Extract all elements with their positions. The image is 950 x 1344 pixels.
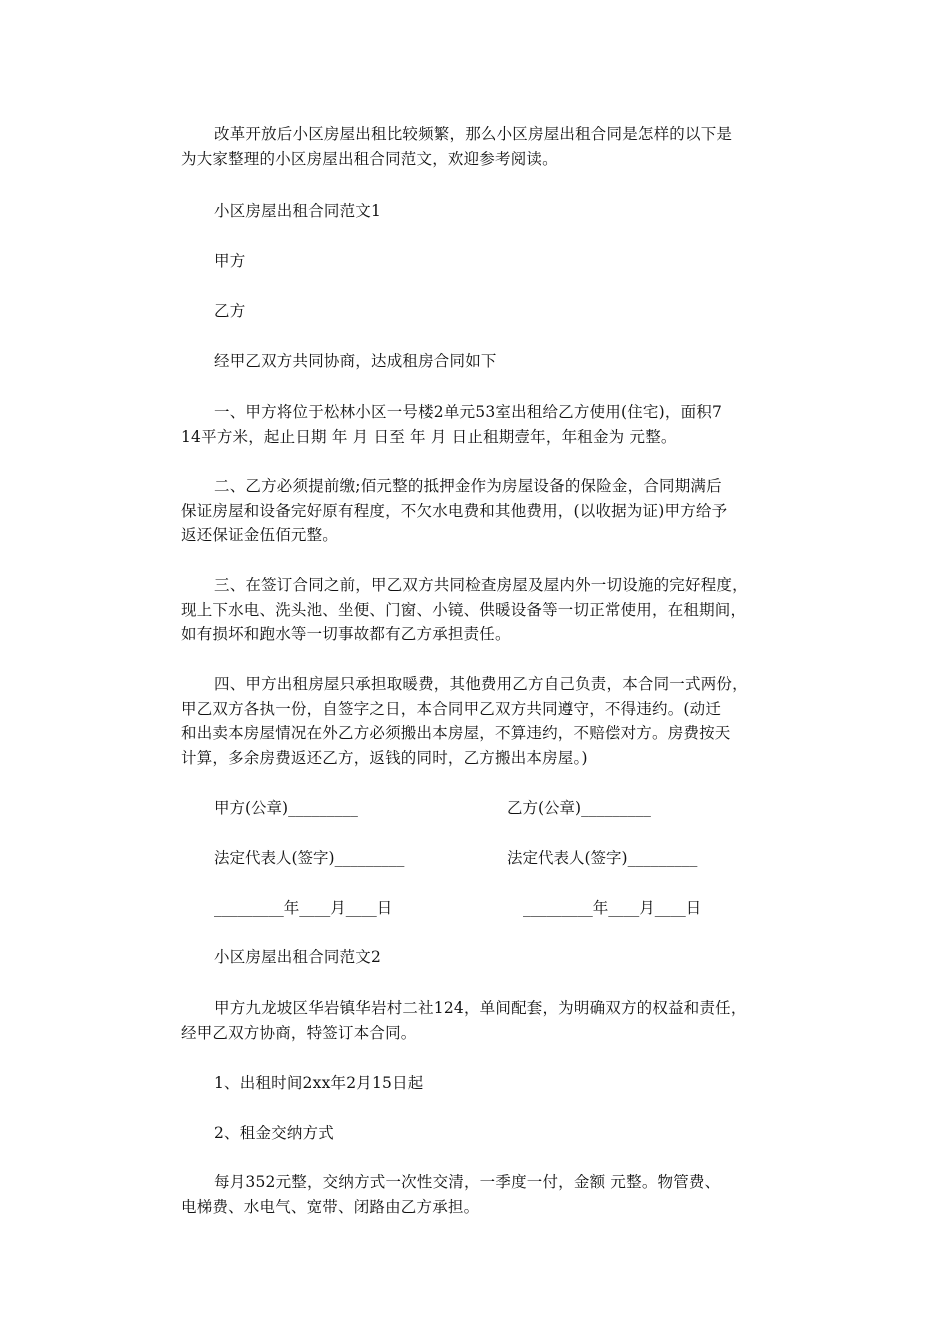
party-a-seal-line: 甲方(公章)_________ — [214, 799, 358, 817]
party-a-representative-line: 法定代表人(签字)_________ — [214, 849, 405, 867]
text-line: 改革开放后小区房屋出租比较频繁，那么小区房屋出租合同是怎样的以下是 — [214, 125, 733, 143]
party-b-text: 乙方 — [214, 302, 246, 320]
section2-item-2 — [181, 1121, 781, 1146]
text-line: 返还保证金伍佰元整。 — [181, 526, 339, 544]
text-line: 三、在签订合同之前，甲乙双方共同检查房屋及屋内外一切设施的完好程度， — [214, 576, 748, 594]
agreement-text: 经甲乙双方共同协商，达成租房合同如下 — [214, 352, 497, 370]
text-line: 甲方九龙坡区华岩镇华岩村二社124，单间配套，为明确双方的权益和责任， — [214, 999, 747, 1017]
party-a-label — [181, 249, 781, 274]
section2-payment — [181, 1170, 781, 1219]
text-line: 为大家整理的小区房屋出租合同范文，欢迎参考阅读。 — [181, 149, 558, 168]
clause-3 — [181, 573, 781, 647]
text-line: 每月352元整，交纳方式一次性交清，一季度一付，金额 元整。物管费、 — [214, 1173, 721, 1191]
text-line: 甲乙双方各执一份，自签字之日，本合同甲乙双方共同遵守，不得违约。(动迁 — [181, 699, 722, 718]
party-b-label — [181, 299, 781, 324]
section2-title — [181, 945, 781, 970]
text-line: 14平方米，起止日期 年 月 日至 年 月 日止租期壹年，年租金为 元整。 — [181, 427, 677, 446]
text-line: 二、乙方必须提前缴;佰元整的抵押金作为房屋设备的保险金，合同期满后 — [214, 477, 722, 495]
section2-item-1 — [181, 1071, 781, 1096]
section-title-text: 小区房屋出租合同范文1 — [214, 202, 382, 220]
text-line: 电梯费、水电气、宽带、闭路由乙方承担。 — [181, 1197, 480, 1216]
section1-title — [181, 199, 781, 224]
text-line: 一、甲方将位于松林小区一号楼2单元53室出租给乙方使用(住宅)，面积7 — [214, 403, 723, 421]
text-line: 和出卖本房屋情况在外乙方必须搬出本房屋，不算违约，不赔偿对方。房费按天 — [181, 724, 731, 742]
party-a-text: 甲方 — [214, 252, 246, 270]
party-b-date-line: _________年____月____日 — [523, 899, 702, 917]
clause-4 — [181, 672, 781, 770]
item-text: 1、出租时间2xx年2月15日起 — [214, 1074, 424, 1092]
text-line: 如有损坏和跑水等一切事故都有乙方承担责任。 — [181, 625, 511, 643]
section-title-text: 小区房屋出租合同范文2 — [214, 948, 382, 966]
clause-1 — [181, 400, 781, 449]
item-text: 2、租金交纳方式 — [214, 1124, 334, 1142]
clause-2 — [181, 474, 781, 548]
text-line: 现上下水电、洗头池、坐便、门窗、小镜、供暖设备等一切正常使用，在租期间， — [181, 600, 747, 619]
text-line: 经甲乙双方协商，特签订本合同。 — [181, 1023, 417, 1042]
text-line: 四、甲方出租房屋只承担取暖费，其他费用乙方自己负责，本合同一式两份， — [214, 675, 748, 693]
text-line: 计算，多余房费返还乙方，返钱的同时，乙方搬出本房屋。) — [181, 748, 588, 767]
intro-paragraph — [181, 122, 781, 171]
agreement-statement — [181, 349, 781, 374]
text-line: 保证房屋和设备完好原有程度，不欠水电费和其他费用，(以收据为证)甲方给予 — [181, 501, 728, 520]
section2-intro — [181, 996, 781, 1045]
party-b-seal-line: 乙方(公章)_________ — [507, 799, 651, 817]
party-a-date-line: _________年____月____日 — [214, 899, 393, 917]
party-b-representative-line: 法定代表人(签字)_________ — [507, 849, 698, 867]
